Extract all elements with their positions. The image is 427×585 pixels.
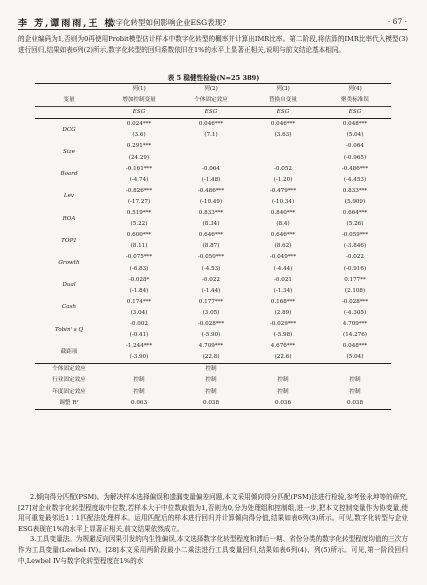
variable-header: 变量 <box>63 97 75 104</box>
column-title: 个体固定效应 <box>194 97 228 104</box>
t-statistic: (-4.44) <box>273 265 293 272</box>
table-row <box>35 398 391 410</box>
column-title: 增加控制变量 <box>122 97 156 104</box>
table-row <box>35 95 391 107</box>
table-row <box>35 252 391 263</box>
coefficient: -0.161*** <box>125 165 153 172</box>
control-label: 个体固定效应 <box>35 364 103 376</box>
coefficient: 4.676*** <box>270 343 296 350</box>
t-statistic: (-3.90) <box>129 354 149 361</box>
t-statistic: (-10.49) <box>199 198 223 205</box>
t-statistic: (8.62) <box>274 243 292 250</box>
coefficient: 0.024*** <box>103 119 175 131</box>
t-statistic: (-0.916) <box>343 265 367 272</box>
control-value: 控制 <box>349 388 361 395</box>
coefficient: -0.022 <box>202 276 220 283</box>
t-statistic: (5.26) <box>346 221 364 228</box>
dependent-variable: ESG <box>319 107 391 119</box>
t-statistic: (-10.34) <box>271 198 295 205</box>
coefficient: -0.028*** <box>341 298 369 305</box>
coefficient: -0.075*** <box>125 254 153 261</box>
table-row <box>35 297 391 308</box>
coefficient: 0.046*** <box>175 119 247 131</box>
coefficient: -0.028* <box>128 276 150 283</box>
table-row <box>35 164 391 175</box>
control-value: 0.038 <box>175 398 247 410</box>
t-statistic: (-1.44) <box>201 287 221 294</box>
coefficient: -0.486*** <box>341 165 369 172</box>
header-title: 数字化转型如何影响企业ESG表现? <box>108 18 227 27</box>
coefficient <box>247 141 319 152</box>
column-title: 替换自变量 <box>269 97 297 104</box>
t-statistic: (-4.305) <box>343 309 367 316</box>
variable-name: Dual <box>62 282 76 289</box>
control-value: 0.038 <box>319 398 391 410</box>
t-statistic: (3.05) <box>202 309 220 316</box>
paragraph: 的企业编码为1,否则为0再使用Probit模型估计样本中数字化转型的概率并计算出IMR比率。第二阶段,将估算的IMR比率代入模型(3)进行回归,结果如表6列(2)所示,数字化转型的回归系数依旧在1%的水平上显著正相关,说明与前文结论基本相同。 <box>18 35 408 54</box>
control-label: 年度固定效应 <box>52 388 86 395</box>
coefficient: 0.048*** <box>319 119 391 131</box>
coefficient: -0.029*** <box>269 320 297 327</box>
t-statistic: (3.63) <box>274 132 292 139</box>
t-statistic <box>175 153 247 164</box>
t-statistic: (5.04) <box>346 354 364 361</box>
column-number: 列(3) <box>247 84 319 96</box>
coefficient: -0.826*** <box>125 187 153 194</box>
coefficient: -0.064 <box>202 165 220 172</box>
t-statistic: (2.89) <box>274 309 292 316</box>
control-value <box>103 364 175 376</box>
t-statistic: (-4.53) <box>201 265 221 272</box>
running-header <box>0 0 427 30</box>
coefficient: -0.486*** <box>197 187 225 194</box>
t-statistic: (-1.20) <box>273 176 293 183</box>
t-statistic: (-0.965) <box>343 154 367 161</box>
dependent-variable: ESG <box>103 107 175 119</box>
t-statistic: (-5.90) <box>201 332 221 339</box>
t-statistic: (8.34) <box>202 221 220 228</box>
control-value: 控制 <box>277 388 289 395</box>
body-text-bottom <box>18 492 408 566</box>
table-row <box>35 119 391 131</box>
t-statistic: (7.1) <box>204 132 218 139</box>
coefficient: 0.833*** <box>198 210 224 217</box>
control-value: 0.036 <box>247 398 319 410</box>
t-statistic: (-4.453) <box>343 176 367 183</box>
table-row <box>35 84 391 96</box>
t-statistic: (14.276) <box>343 332 367 339</box>
control-label: 调整 R² <box>35 398 103 410</box>
table-row <box>35 107 391 119</box>
column-number: 列(1) <box>103 84 175 96</box>
coefficient: 0.646*** <box>270 232 296 239</box>
coefficient: 0.177** <box>344 276 366 283</box>
coefficient: 0.177*** <box>198 298 224 305</box>
coefficient: 0.048*** <box>342 343 368 350</box>
t-statistic: (22.8) <box>202 354 220 361</box>
t-statistic: (-3.846) <box>343 243 367 250</box>
column-number: 列(4) <box>319 84 391 96</box>
t-statistic: (-17.27) <box>127 198 151 205</box>
control-value: 0.063 <box>103 398 175 410</box>
coefficient: 4.709*** <box>198 343 224 350</box>
paragraph: 3.工具变量法。为规避反向因果引发的内生性偏误,本文选择数字化转型程度和滞后一期、省份分类的数字化转型程度均值的三次方作为工具变量(Lewbel IV)。[28]本文采用两阶段最小二乘法进行工具变量回归,结果如表6列(4)、列(5)所示。可见,第一阶段回归中,Lewbel IV与数字化转型程度在1%的水 <box>18 535 408 565</box>
t-statistic: (5.909) <box>344 198 366 205</box>
table-row <box>35 341 391 352</box>
coefficient: -0.064 <box>346 143 364 150</box>
coefficient: 4.709*** <box>342 320 368 327</box>
table-row <box>35 141 391 152</box>
t-statistic: (3.04) <box>130 309 148 316</box>
column-title: 聚类标准误 <box>341 97 369 104</box>
table-row <box>35 319 391 330</box>
column-number: 列(2) <box>175 84 247 96</box>
control-value: 控制 <box>175 364 247 376</box>
dependent-variable: ESG <box>247 107 319 119</box>
variable-name: Tobin' s Q <box>54 326 84 333</box>
coefficient: 0.646*** <box>198 232 224 239</box>
t-statistic: (22.6) <box>274 354 292 361</box>
coefficient: -0.049*** <box>269 254 297 261</box>
coefficient: -0.052 <box>274 165 292 172</box>
coefficient: 0.664*** <box>342 210 368 217</box>
table-row <box>35 230 391 241</box>
coefficient: -0.002 <box>130 320 148 327</box>
t-statistic: (-4.74) <box>129 176 149 183</box>
table-row <box>35 208 391 219</box>
control-value: 控制 <box>349 377 361 384</box>
t-statistic: (-1.84) <box>129 287 149 294</box>
variable-name: Cash <box>61 304 77 311</box>
t-statistic: (8.4) <box>276 221 290 228</box>
variable-name: Size <box>63 149 75 156</box>
coefficient: 0.168*** <box>270 298 296 305</box>
control-value: 控制 <box>133 377 145 384</box>
table-row <box>35 387 391 398</box>
table-row <box>35 375 391 386</box>
coefficient: 0.519*** <box>126 210 152 217</box>
coefficient: -0.021 <box>274 276 292 283</box>
body-text-top <box>18 34 408 55</box>
header-rule <box>18 29 407 30</box>
variable-name: Lev <box>63 193 75 200</box>
t-statistic: (8.87) <box>202 243 220 250</box>
coefficient: -0.059*** <box>341 232 369 239</box>
t-statistic <box>247 153 319 164</box>
t-statistic: (-6.83) <box>129 265 149 272</box>
variable-name: ROA <box>62 215 76 222</box>
control-value: 控制 <box>205 388 217 395</box>
coefficient: -0.050*** <box>197 254 225 261</box>
coefficient: -1.244*** <box>125 343 153 350</box>
t-statistic: (8.11) <box>130 243 148 250</box>
header-blank <box>35 84 103 96</box>
paragraph: 2.倾向得分匹配(PSM)。为解决样本选择偏误和遗漏变量偏差问题,本文采用倾向得分匹配(PSM)法进行检验,参考张永坤等的研究,[27]对企业数字化转型程度取中位数,若样本大于中位数取值为1,否则为0,分为处理组和控制组,进一步,把本文控制变量作为协变量,使用可重复最邻近1∶1匹配法处理样本。运用匹配后的样本进行回归并计算倾向得分值,结果如表6列(3)所示。可见,数字化转型与企业ESG表现在1%的水平上显著正相关,前文结果依然成立。 <box>18 493 408 533</box>
t-statistic: (-0.41) <box>129 332 149 339</box>
t-statistic: (5.04) <box>346 132 364 139</box>
variable-name: DCG <box>35 119 103 142</box>
coefficient: 0.046*** <box>247 119 319 131</box>
variable-name: Growth <box>58 259 80 266</box>
t-statistic: (3.6) <box>132 132 146 139</box>
coefficient: 0.291*** <box>126 143 152 150</box>
variable-name: 截距项 <box>60 348 78 355</box>
table-row <box>35 364 391 376</box>
coefficient: 0.600*** <box>126 232 152 239</box>
variable-name: TOP1 <box>61 237 77 244</box>
coefficient <box>175 141 247 152</box>
control-value: 控制 <box>205 377 217 384</box>
t-statistic: (-1.48) <box>201 176 221 183</box>
control-label: 行业固定效应 <box>52 377 86 384</box>
coefficient: 0.840*** <box>270 210 296 217</box>
coefficient: 0.174*** <box>126 298 152 305</box>
control-value: 控制 <box>133 388 145 395</box>
t-statistic: (-1.34) <box>273 287 293 294</box>
table-row <box>35 275 391 286</box>
coefficient: 0.833*** <box>342 187 368 194</box>
t-statistic: (5.22) <box>130 221 148 228</box>
control-value <box>247 364 319 376</box>
header-blank <box>35 107 103 119</box>
variable-name: Board <box>60 171 78 178</box>
t-statistic: (-5.98) <box>273 332 293 339</box>
t-statistic: (2.108) <box>344 287 366 294</box>
table-caption: 表 5 稳健性检验(N=25 389) <box>167 74 260 82</box>
table-row <box>35 186 391 197</box>
header-page-number: · 67 · <box>387 17 407 26</box>
control-value: 控制 <box>277 377 289 384</box>
control-value <box>319 364 391 376</box>
coefficient: -0.028*** <box>197 320 225 327</box>
regression-table <box>35 83 391 410</box>
dependent-variable: ESG <box>175 107 247 119</box>
t-statistic: (24.29) <box>128 154 150 161</box>
coefficient: -0.022 <box>346 254 364 261</box>
coefficient: -0.479*** <box>269 187 297 194</box>
header-authors: 李 芳,谭雨雨,王 松 <box>18 19 116 29</box>
